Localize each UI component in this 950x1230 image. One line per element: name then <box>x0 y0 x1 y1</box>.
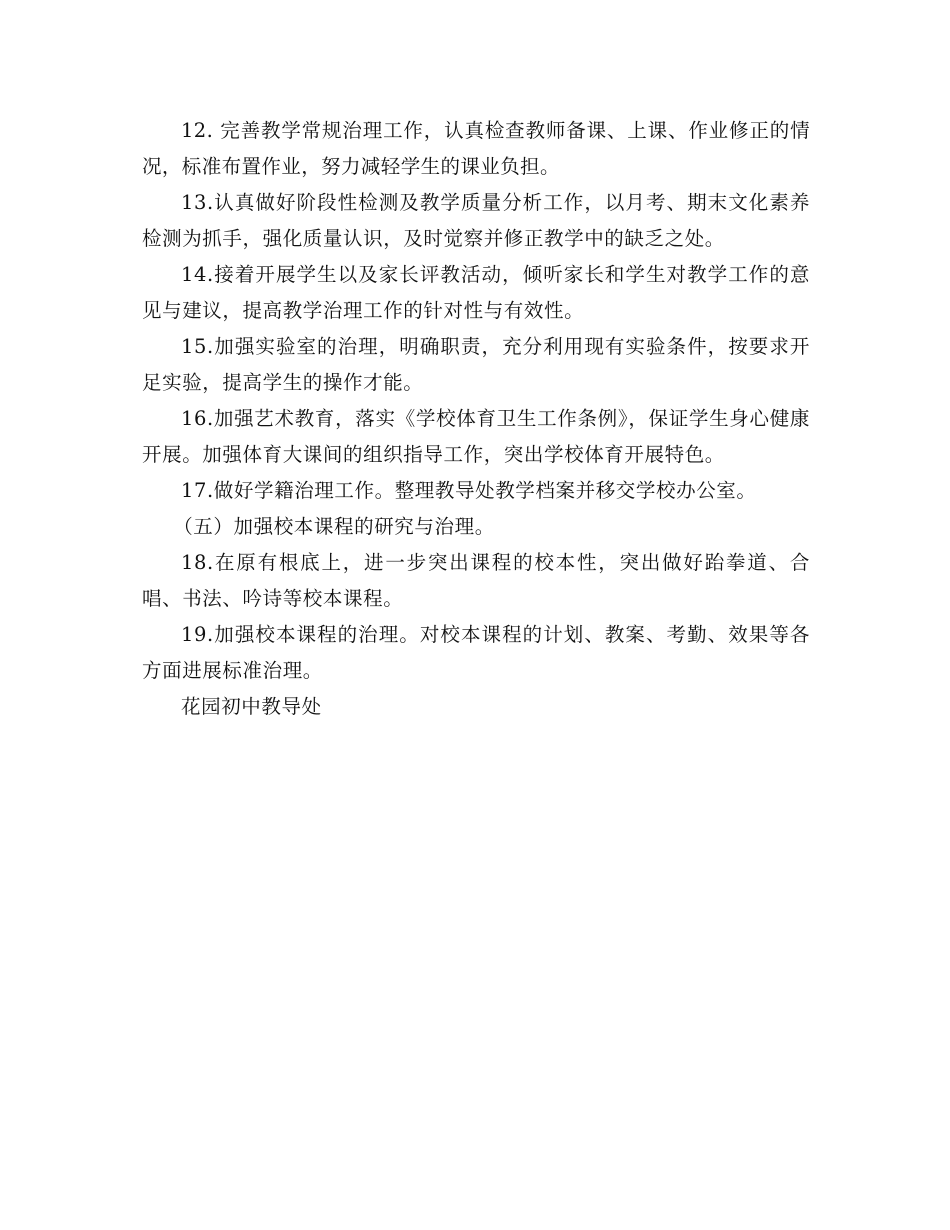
signature-line: 花园初中教导处 <box>181 695 322 718</box>
paragraph-item-15: 15.加强实验室的治理，明确职责，充分利用现有实验条件，按要求开足实验，提高学生的操作才能。 <box>142 335 810 394</box>
paragraph-item-16: 16.加强艺术教育，落实《学校体育卫生工作条例》，保证学生身心健康开展。加强体育大课间的组织指导工作，突出学校体育开展特色。 <box>142 407 810 466</box>
paragraph-item-19: 19.加强校本课程的治理。对校本课程的计划、教案、考勤、效果等各方面进展标准治理。 <box>142 623 810 682</box>
paragraph-item-12: 12. 完善教学常规治理工作，认真检查教师备课、上课、作业修正的情况，标准布置作业，努力减轻学生的课业负担。 <box>142 119 810 178</box>
section-heading-5: （五）加强校本课程的研究与治理。 <box>173 515 495 538</box>
paragraph-item-14: 14.接着开展学生以及家长评教活动，倾听家长和学生对教学工作的意见与建议，提高教学治理工作的针对性与有效性。 <box>142 263 810 322</box>
paragraph-item-18: 18.在原有根底上，进一步突出课程的校本性，突出做好跆拳道、合唱、书法、吟诗等校本课程。 <box>142 551 810 610</box>
document-page <box>142 113 810 725</box>
paragraph-item-17: 17.做好学籍治理工作。整理教导处教学档案并移交学校办公室。 <box>181 479 757 502</box>
paragraph-item-13: 13.认真做好阶段性检测及教学质量分析工作，以月考、期末文化素养检测为抓手，强化质量认识，及时觉察并修正教学中的缺乏之处。 <box>142 191 810 250</box>
